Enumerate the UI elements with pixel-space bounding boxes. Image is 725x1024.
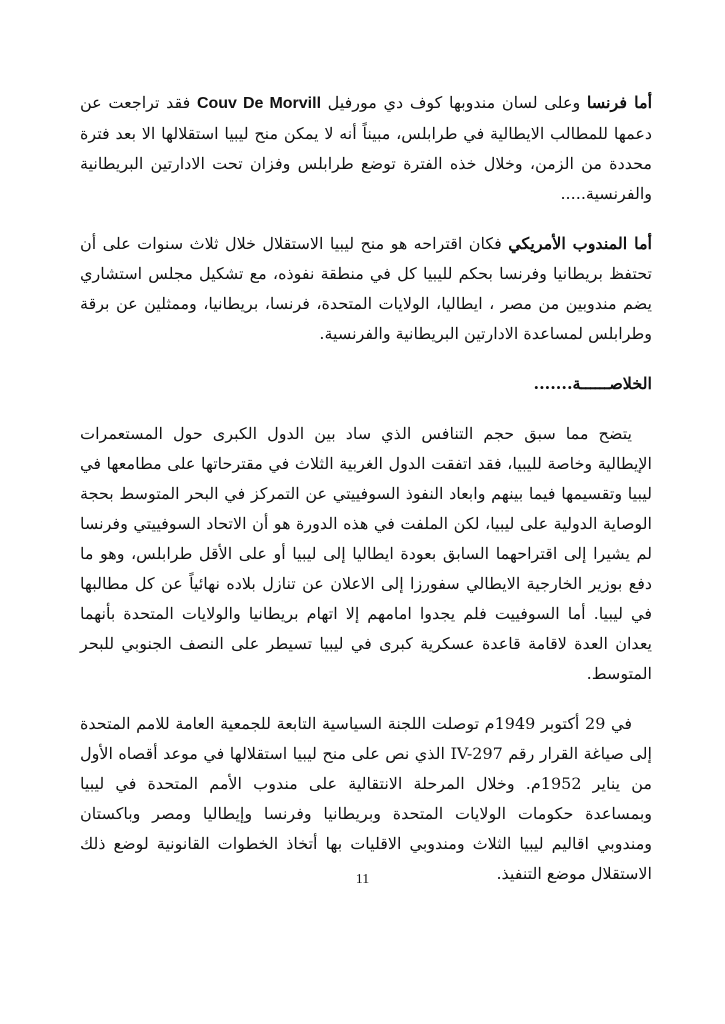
resolution-day: 29 <box>585 714 606 733</box>
resolution-text-1: في <box>605 714 632 733</box>
paragraph-american-text: فكان اقتراحه هو منح ليبيا الاستقلال خلال ثلاث سنوات على أن تحتفظ بريطانيا وفرنسا بحكم لليبيا كل في منطقة نفوذه، مع تشكيل مجلس استشاري يضم مندوبين من مصر ، ايطاليا، الولايات المتحدة، فرنسا، بريطانيا، وممثلين عن برقة وطرابلس لمساعدة الادارتين البريطانية والفرنسية. <box>80 234 652 343</box>
document-body <box>80 88 652 889</box>
independence-year: 1952 <box>540 774 582 793</box>
paragraph-france-text-a: وعلى لسان مندوبها كوف دي مورفيل <box>321 93 587 112</box>
delegate-latin-name: Couv De Morvill <box>196 95 322 112</box>
resolution-year: 1949 <box>494 714 536 733</box>
resolution-number: IV-297 <box>450 744 503 763</box>
resolution-text-5: م. وخلال المرحلة الانتقالية على مندوب الأمم المتحدة في ليبيا وبمساعدة حكومات الولايات المتحدة وبريطانيا وفرنسا وإيطاليا ومصر وباكستان ومندوبي اقاليم ليبيا الثلاث ومندوبي الاقليات بها أتخاذ الخطوات القانونية لوضع ذلك الاستقلال موضع التنفيذ. <box>80 774 652 883</box>
paragraph-conclusion: يتضح مما سبق حجم التنافس الذي ساد بين الدول الكبرى حول المستعمرات الإيطالية وخاصة لليبيا، فقد اتفقت الدول الغربية الثلاث في مقترحاتها على مطامعها في ليبيا وتقسيمها فيما بينهم وابعاد النفوذ السوفييتي عن التمركز في البحر المتوسط بحجة الوصاية الدولية على ليبيا، لكن الملفت في هذه الدورة هو أن الاتحاد السوفييتي وفرنسا لم يشيرا إلى اقتراحهما السابق بعودة ايطاليا إلى ليبيا أو على الأقل طرابلس، وهو ما دفع بوزير الخارجية الايطالي سفورزا إلى الاعلان عن تنازل بلاده نهائياً عن كل مطالبها في ليبيا. أما السوفييت فلم يجدوا امامهم إلا اتهام بريطانيا والولايات المتحدة بأنهما يعدان العدة لاقامة قاعدة عسكرية كبرى في ليبيا تسيطر على النصف الجنوبي للبحر المتوسط. <box>80 424 653 683</box>
paragraph-france <box>80 88 652 209</box>
paragraph-france-lead: أما فرنسا <box>586 93 653 112</box>
resolution-text-3: م توصلت اللجنة السياسية التابعة للجمعية العامة للامم المتحدة إلى صياغة القرار رقم <box>80 714 653 763</box>
paragraph-france-text-b: فقد تراجعت عن دعمها للمطالب الايطالية في طرابلس، مبيناً أنه لا يمكن منح ليبيا استقلالها الا بعد فترة محددة من الزمن، وخلال خذه الفترة توضع طرابلس وفزان تحت الادارتين البريطانية والفرنسية..... <box>80 93 652 203</box>
paragraph-resolution <box>80 709 652 889</box>
paragraph-american-lead: أما المندوب الأمريكي <box>508 234 652 253</box>
resolution-text-4: الذي نص على منح ليبيا استقلالها في موعد أقصاه الأول من يناير <box>80 744 653 793</box>
section-heading-conclusion: الخلاصــــــة....... <box>533 374 652 393</box>
page-number: 11 <box>355 872 370 887</box>
paragraph-american <box>80 229 652 349</box>
resolution-text-2: أكتوبر <box>535 714 586 733</box>
